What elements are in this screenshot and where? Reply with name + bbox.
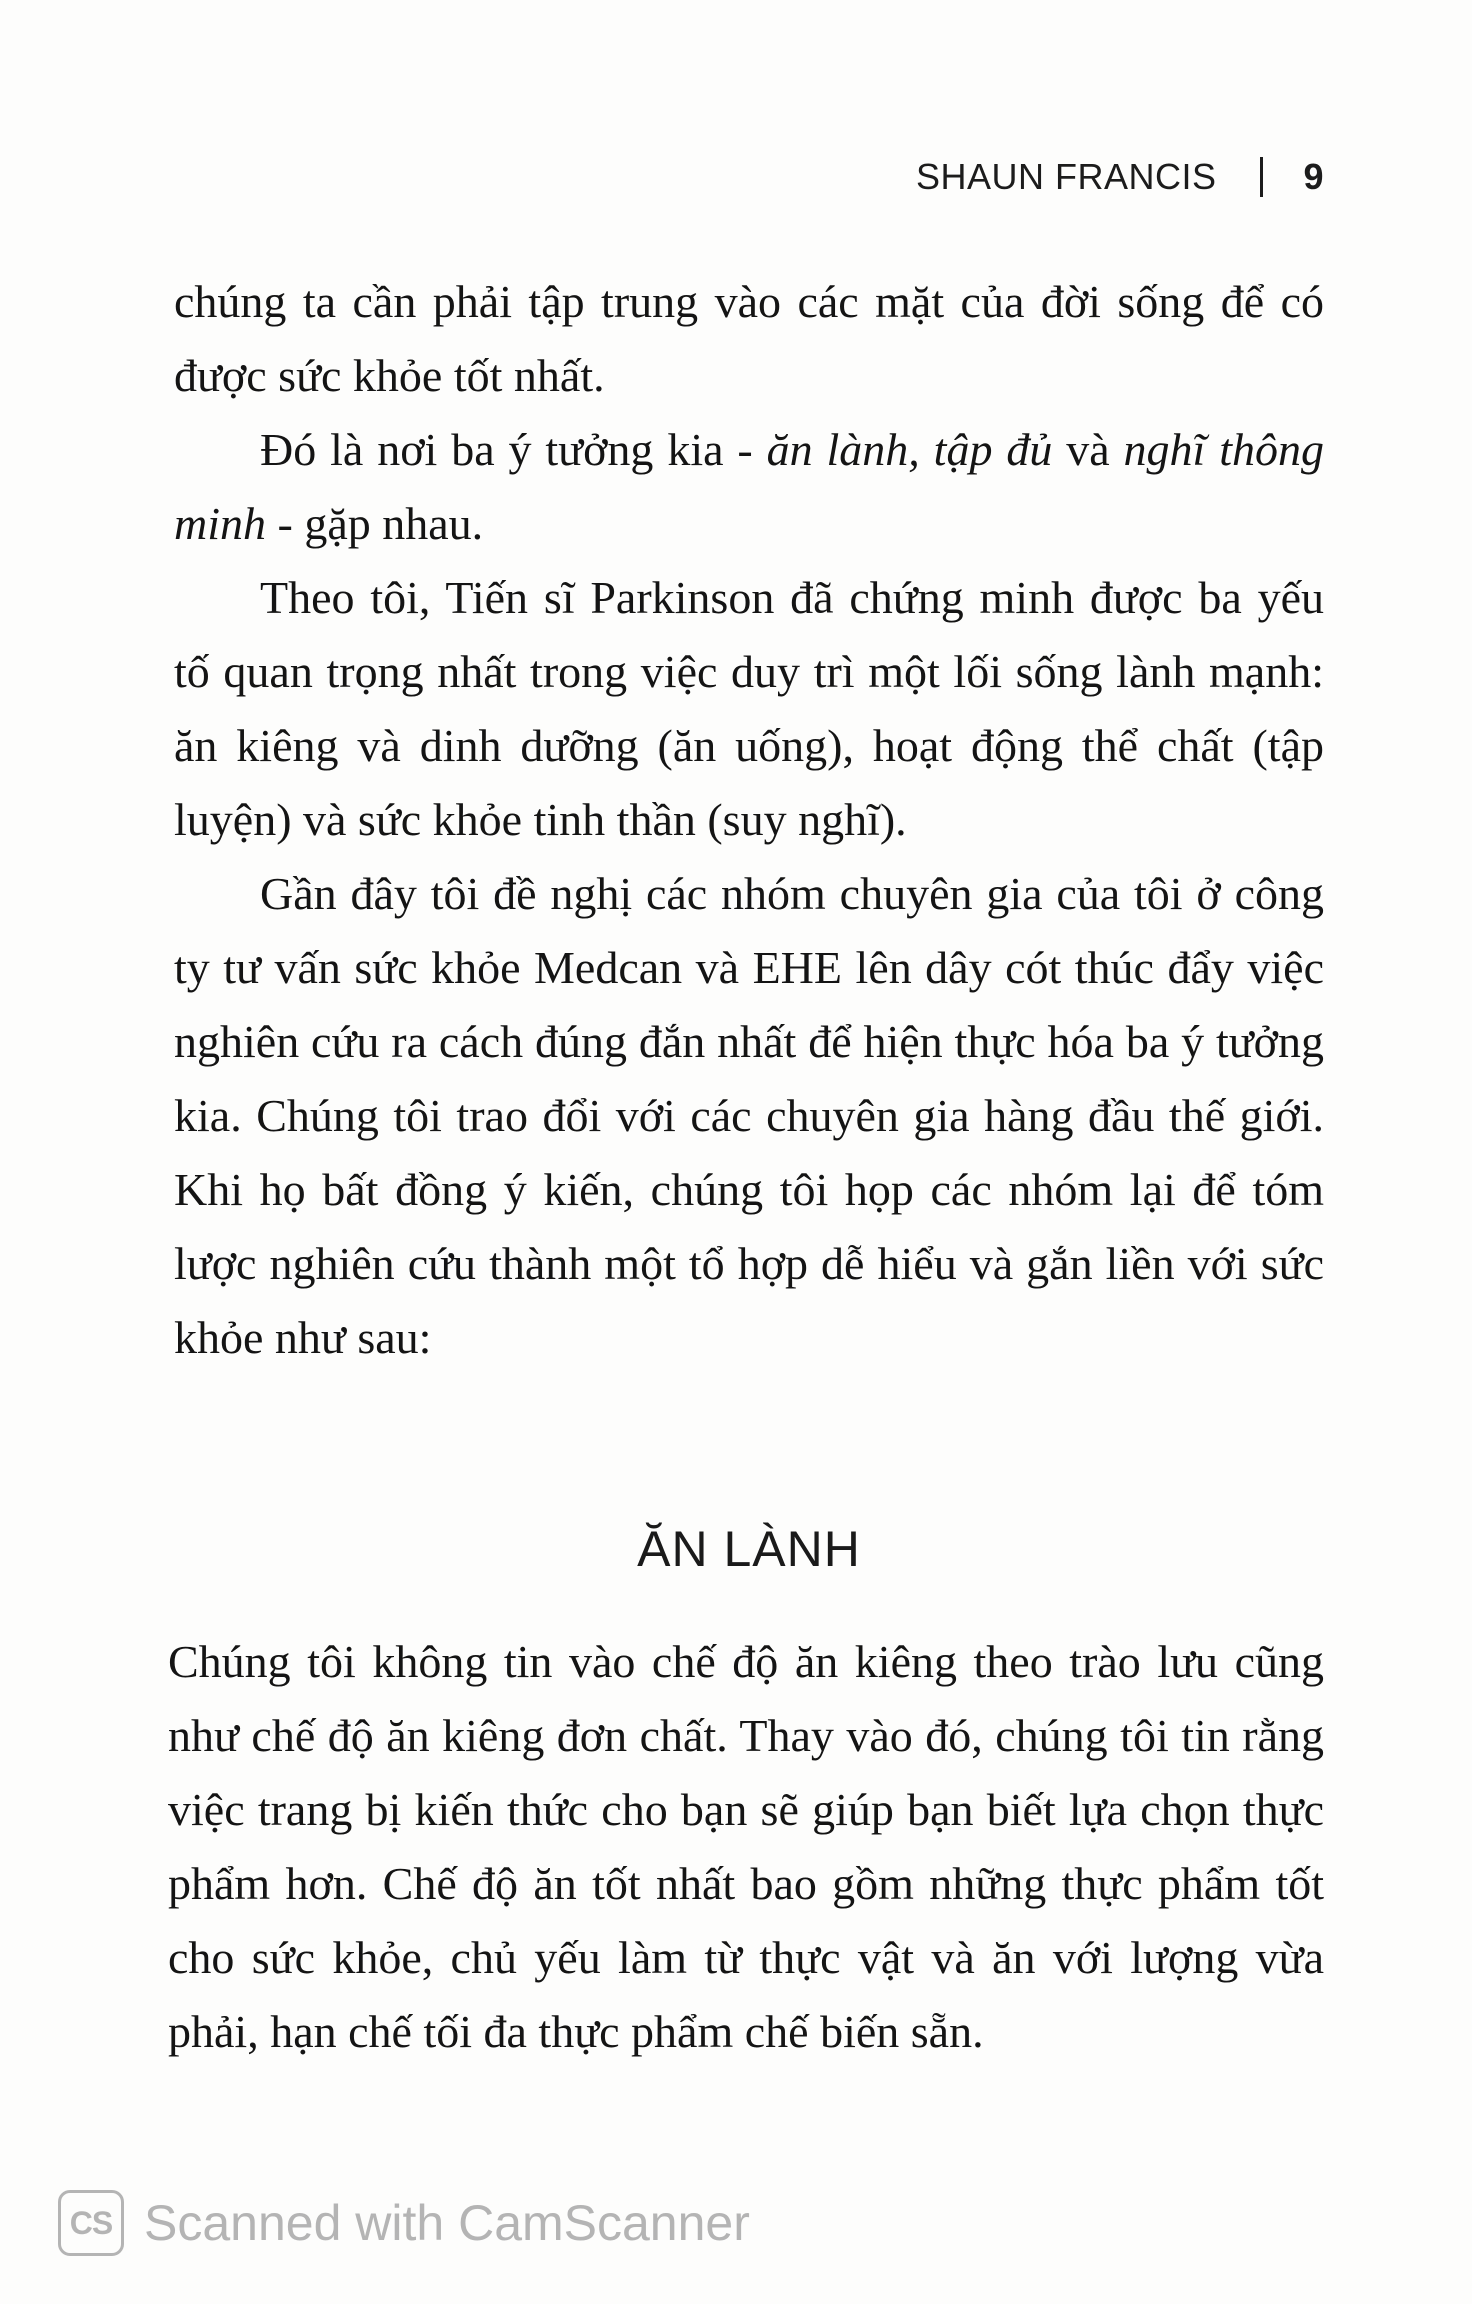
paragraph-2-run-4-italic: nghĩ thông minh [174, 424, 1324, 549]
section-heading: ĂN LÀNH [637, 1521, 861, 1577]
author-name: SHAUN FRANCIS [915, 156, 1217, 197]
paragraph-1-run-1: chúng ta cần phải tập trung vào các mặt của đời sống để có được sức khỏe tốt nhất. [174, 276, 1324, 401]
paragraph-2-run-3: và [1052, 424, 1124, 475]
running-head [916, 156, 1324, 198]
page-number: 9 [1303, 156, 1324, 197]
paragraph-3-run-1: Theo tôi, Tiến sĩ Parkinson đã chứng minh được ba yếu tố quan trọng nhất trong việc duy trì một lối sống lành mạnh: ăn kiêng và dinh dưỡng (ăn uống), hoạt động thể chất (tập luyện) và sức khỏe tinh thần (suy nghĩ). [174, 572, 1324, 845]
watermark-text: Scanned with CamScanner [144, 2195, 750, 2251]
scanner-watermark [58, 2190, 750, 2256]
section-paragraph: Chúng tôi không tin vào chế độ ăn kiêng theo trào lưu cũng như chế độ ăn kiêng đơn chất. Thay vào đó, chúng tôi tin rằng việc trang bị kiến thức cho bạn sẽ giúp bạn biết lựa chọn thực phẩm hơn. Chế độ ăn tốt nhất bao gồm những thực phẩm tốt cho sức khỏe, chủ yếu làm từ thực vật và ăn với lượng vừa phải, hạn chế tối đa thực phẩm chế biến sẵn. [168, 1636, 1324, 2057]
paragraph-4 [174, 857, 1324, 1375]
body-text [174, 265, 1324, 1375]
header-separator [1260, 157, 1263, 197]
paragraph-2-run-5: - gặp nhau. [266, 498, 484, 549]
section-body [168, 1625, 1324, 2069]
paragraph-1 [174, 265, 1324, 413]
paragraph-3 [174, 561, 1324, 857]
paragraph-2-run-1: Đó là nơi ba ý tưởng kia - [260, 424, 767, 475]
paragraph-2 [174, 413, 1324, 561]
paragraph-4-run-1: Gần đây tôi đề nghị các nhóm chuyên gia của tôi ở công ty tư vấn sức khỏe Medcan và EHE lên dây cót thúc đẩy việc nghiên cứu ra cách đúng đắn nhất để hiện thực hóa ba ý tưởng kia. Chúng tôi trao đổi với các chuyên gia hàng đầu thế giới. Khi họ bất đồng ý kiến, chúng tôi họp các nhóm lại để tóm lược nghiên cứu thành một tổ hợp dễ hiểu và gắn liền với sức khỏe như sau: [174, 868, 1324, 1363]
paragraph-2-run-2-italic: ăn lành, tập đủ [766, 424, 1053, 475]
camscanner-logo-icon: CS [58, 2190, 124, 2256]
